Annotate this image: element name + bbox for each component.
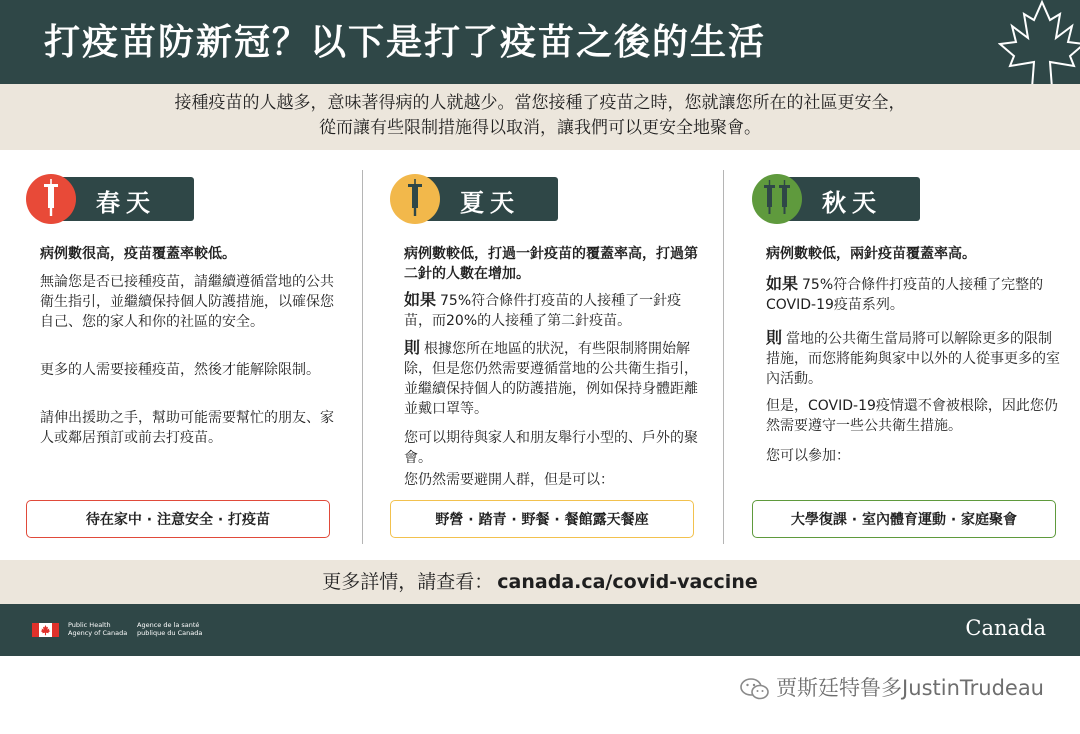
if-paragraph: 如果 75%符合條件打疫苗的人接種了一針疫苗，而20%的人接種了第二針疫苗。 bbox=[404, 290, 682, 329]
activities-chip-spring: 待在家中 · 注意安全 · 打疫苗 bbox=[26, 500, 330, 538]
intro-line-2: 從而讓有些限制措施得以取消，讓我們可以更安全地聚會。 bbox=[319, 118, 761, 138]
activities-chip-autumn: 大學復課 · 室內體育運動 · 家庭聚會 bbox=[752, 500, 1056, 538]
season-badge-spring bbox=[26, 174, 196, 224]
footer bbox=[0, 604, 1080, 656]
header-banner bbox=[0, 0, 1080, 84]
maple-leaf-icon bbox=[998, 0, 1080, 84]
page-title: 打疫苗防新冠？以下是打了疫苗之後的生活 bbox=[44, 22, 767, 63]
if-label: 如果 bbox=[766, 274, 799, 293]
paragraph: 無論您是否已接種疫苗，請繼續遵循當地的公共衛生指引，並繼續保持個人防護措施，以確保您自己、您的家人和你的社區的安全。 bbox=[40, 274, 334, 330]
column-lead: 病例數較低，兩針疫苗覆蓋率高。 bbox=[766, 246, 976, 262]
wechat-watermark bbox=[740, 672, 1044, 702]
column-divider bbox=[723, 170, 724, 544]
paragraph: 您可以期待與家人和朋友舉行小型的、戶外的聚會。 bbox=[404, 430, 698, 466]
if-label: 如果 bbox=[404, 290, 437, 309]
wechat-icon bbox=[740, 677, 770, 701]
column-spring bbox=[26, 170, 338, 544]
season-badge-summer bbox=[390, 174, 560, 224]
paragraph: 但是，COVID-19疫情還不會被根除，因此您仍然需要遵守一些公共衛生措施。 bbox=[766, 398, 1058, 434]
column-lead: 病例數很高，疫苗覆蓋率較低。 bbox=[40, 246, 236, 262]
agency-name-fr: Agence de la santé publique du Canada bbox=[137, 621, 203, 637]
column-summer bbox=[390, 170, 702, 544]
paragraph: 您可以參加： bbox=[766, 448, 850, 464]
season-badge-autumn bbox=[752, 174, 922, 224]
then-label: 則 bbox=[404, 338, 421, 357]
more-info-url[interactable]: canada.ca/covid-vaccine bbox=[497, 571, 758, 593]
column-divider bbox=[362, 170, 363, 544]
intro-line-1: 接種疫苗的人越多，意味著得病的人就越少。當您接種了疫苗之時，您就讓您所在的社區更安全， bbox=[174, 93, 906, 113]
syringe-icon bbox=[390, 174, 440, 224]
syringe-icon bbox=[26, 174, 76, 224]
then-paragraph: 則 根據您所在地區的狀況，有些限制將開始解除，但是您仍然需要遵循當地的公共衛生指引，並繼續保持個人的防護措施，例如保持身體距離並戴口罩等。 bbox=[404, 338, 698, 417]
intro-band bbox=[0, 84, 1080, 150]
more-info-band bbox=[0, 560, 1080, 604]
agency-name-en: Public Health Agency of Canada bbox=[68, 621, 128, 637]
column-lead: 病例數較低，打過一針疫苗的覆蓋率高，打過第二針的人數在增加。 bbox=[404, 246, 698, 282]
column-autumn bbox=[752, 170, 1064, 544]
season-label: 秋天 bbox=[822, 189, 882, 217]
season-label: 夏天 bbox=[460, 189, 520, 217]
canada-wordmark: Canada bbox=[965, 616, 1046, 640]
if-paragraph: 如果 75%符合條件打疫苗的人接種了完整的COVID-19疫苗系列。 bbox=[766, 274, 1044, 313]
double-syringe-icon bbox=[752, 174, 802, 224]
paragraph: 請伸出援助之手，幫助可能需要幫忙的朋友、家人或鄰居預訂或前去打疫苗。 bbox=[40, 410, 334, 446]
activities-chip-summer: 野營 · 踏青 · 野餐 · 餐館露天餐座 bbox=[390, 500, 694, 538]
paragraph: 您仍然需要避開人群，但是可以： bbox=[404, 472, 614, 488]
watermark-text: 贾斯廷特鲁多JustinTrudeau bbox=[776, 676, 1044, 700]
season-label: 春天 bbox=[96, 189, 156, 217]
more-info-label: 更多詳情，請查看： bbox=[322, 571, 494, 593]
paragraph: 更多的人需要接種疫苗，然後才能解除限制。 bbox=[40, 362, 320, 378]
then-paragraph: 則 當地的公共衛生當局將可以解除更多的限制措施，而您將能夠與家中以外的人從事更多的室內活動。 bbox=[766, 328, 1060, 387]
canada-flag-icon bbox=[32, 623, 59, 637]
then-label: 則 bbox=[766, 328, 783, 347]
